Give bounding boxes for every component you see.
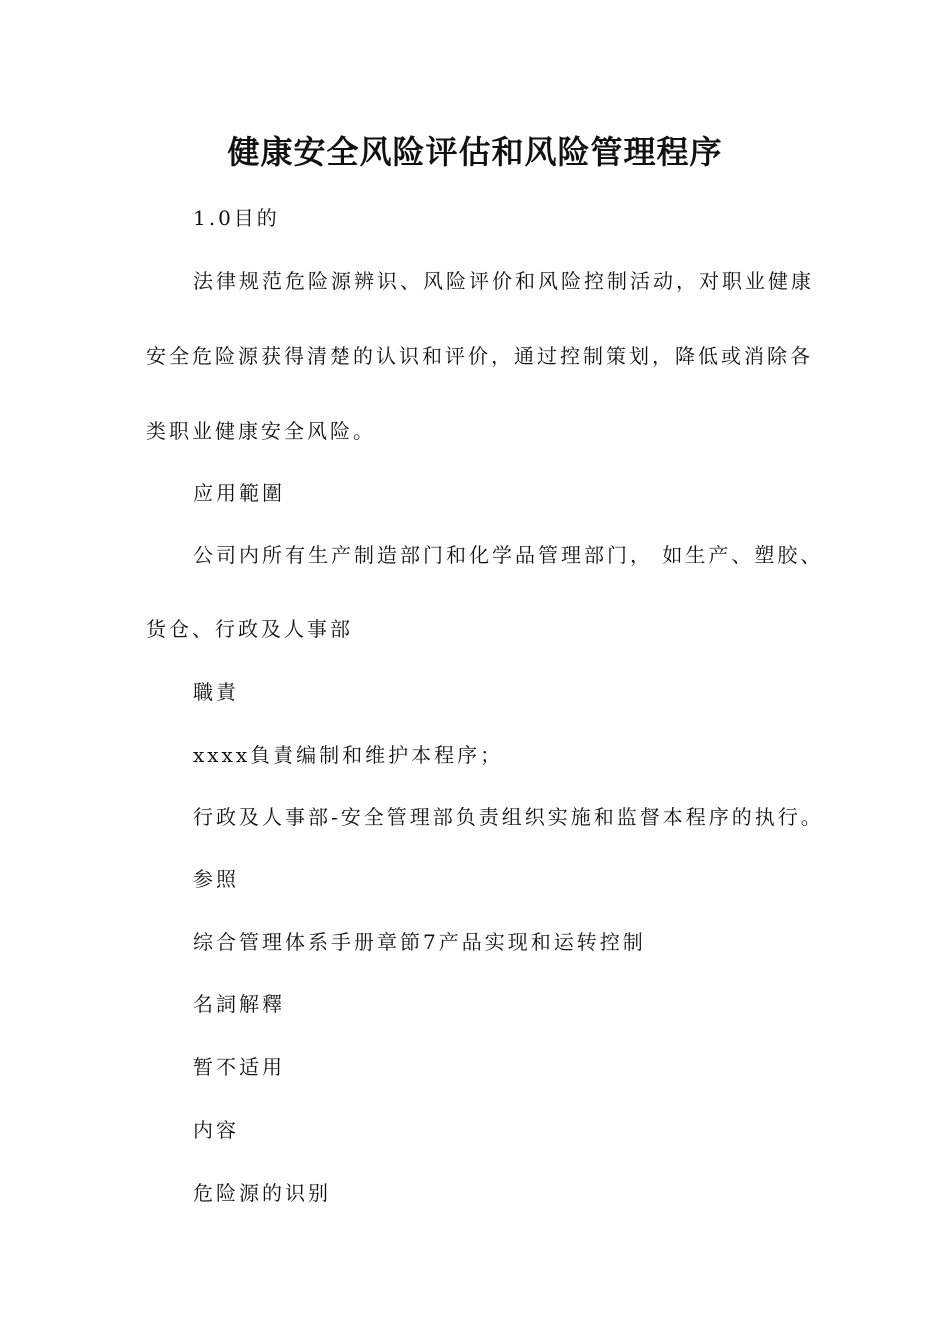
paragraph-line: 货仓、行政及人事部 [146, 617, 353, 641]
section-heading-content: 内容 [193, 1118, 239, 1142]
paragraph-line: 安全危险源获得清楚的认识和评价，通过控制策划，降低或消除各 [146, 344, 813, 368]
section-heading-purpose: 1.0目的 [193, 206, 280, 230]
section-heading-definitions: 名詞解釋 [193, 992, 285, 1016]
paragraph-line: 行政及人事部-安全管理部负责组织实施和监督本程序的执行。 [193, 805, 824, 829]
section-heading-reference: 参照 [193, 867, 239, 891]
section-heading-scope: 应用範圍 [193, 481, 285, 505]
document-title: 健康安全风险评估和风险管理程序 [227, 133, 723, 171]
paragraph-line: 类职业健康安全风险。 [146, 419, 376, 443]
paragraph-line: 暂不适用 [193, 1055, 285, 1079]
paragraph-line: xxxx負責编制和维护本程序； [193, 743, 504, 767]
paragraph-line: 公司内所有生产制造部门和化学品管理部门， 如生产、塑胶、 [193, 543, 824, 567]
paragraph-line: 综合管理体系手册章節7产品实现和运转控制 [193, 930, 646, 954]
paragraph-line: 法律规范危险源辨识、风险评价和风险控制活动，对职业健康 [193, 269, 814, 293]
subsection-heading: 危险源的识别 [193, 1181, 331, 1205]
section-heading-responsibility: 職責 [193, 680, 239, 704]
